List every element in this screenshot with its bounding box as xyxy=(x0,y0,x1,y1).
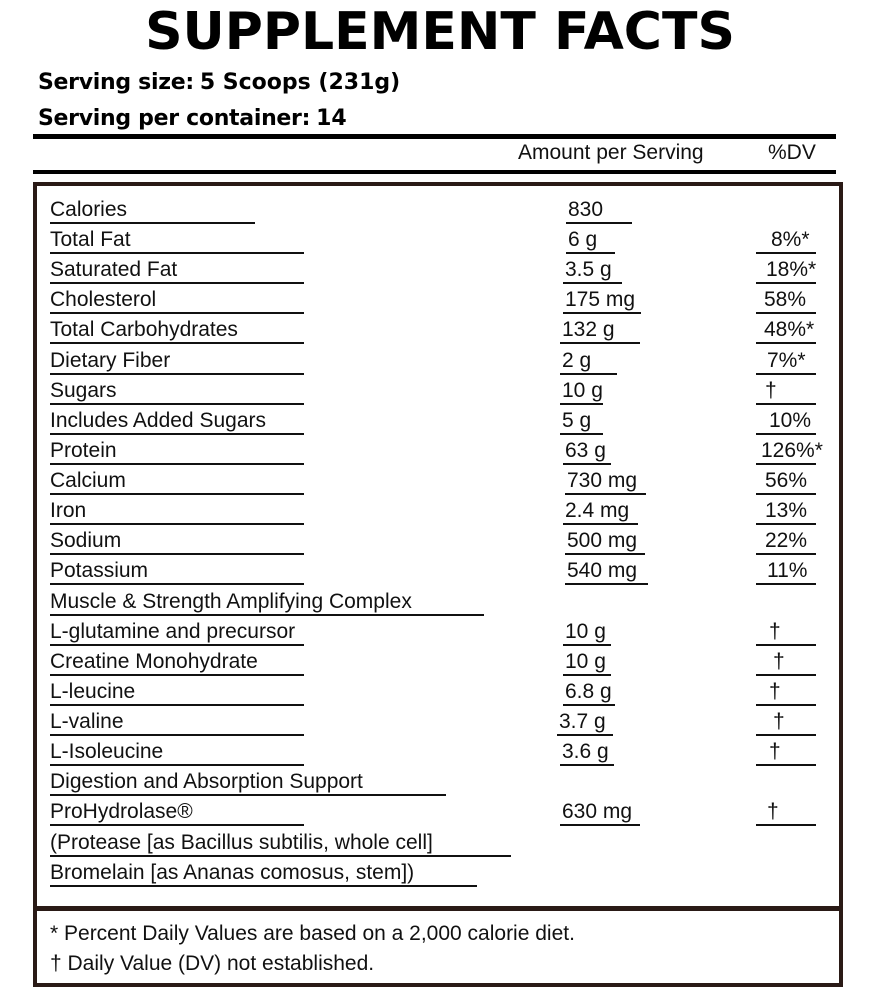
nutrient-name: Calories xyxy=(50,198,128,221)
nutrient-name: Includes Added Sugars xyxy=(50,408,266,432)
nutrient-name: L-Isoleucine xyxy=(50,740,164,764)
nutrient-name: Cholesterol xyxy=(50,288,157,312)
nutrient-name: Sugars xyxy=(50,378,117,402)
nutrient-name: Iron xyxy=(50,499,87,523)
nutrient-name: Muscle & Strength Amplifying Complex xyxy=(50,589,412,613)
nutrient-amount: 3.6 g xyxy=(562,740,609,764)
nutrient-amount: 5 g xyxy=(562,408,592,432)
nutrient-name: Creatine Monohydrate xyxy=(50,649,258,673)
table-row xyxy=(0,375,880,405)
nutrient-dv: 11% xyxy=(767,559,808,583)
nutrient-underline xyxy=(50,885,477,887)
nutrient-dv: 56% xyxy=(765,469,808,493)
serving-size-label: Serving size: xyxy=(38,70,194,95)
nutrient-amount: 6 g xyxy=(568,228,598,252)
nutrient-dv: 126%* xyxy=(761,438,823,462)
dv-header: %DV xyxy=(768,141,816,164)
table-row xyxy=(0,616,880,646)
servings-per-container xyxy=(38,106,347,131)
nutrient-amount: 540 mg xyxy=(567,559,638,583)
nutrient-amount: 6.8 g xyxy=(565,679,612,703)
nutrient-name: Digestion and Absorption Support xyxy=(50,770,363,794)
nutrient-amount: 2 g xyxy=(562,348,592,372)
table-row xyxy=(0,495,880,525)
nutrient-name: (Protease [as Bacillus subtilis, whole cell] xyxy=(50,830,433,854)
nutrient-name: Sodium xyxy=(50,529,122,553)
table-row xyxy=(0,435,880,465)
table-row xyxy=(0,194,880,224)
table-row xyxy=(0,284,880,314)
nutrient-name: Calcium xyxy=(50,469,126,493)
nutrient-name: Protein xyxy=(50,438,117,462)
nutrient-name: L-leucine xyxy=(50,679,136,703)
nutrient-amount: 730 mg xyxy=(567,469,638,493)
amount-per-serving-header: Amount per Serving xyxy=(518,141,704,164)
serving-size xyxy=(38,70,400,95)
table-row xyxy=(0,314,880,344)
nutrient-dv: 18%* xyxy=(766,258,817,282)
nutrient-amount: 630 mg xyxy=(562,800,633,824)
footnote-percent-dv: * Percent Daily Values are based on a 2,000 calorie diet. xyxy=(50,922,575,945)
nutrient-dv: 7%* xyxy=(767,348,806,372)
nutrient-dv: 22% xyxy=(765,529,808,553)
nutrient-amount: 2.4 mg xyxy=(565,499,630,523)
nutrient-dv: † xyxy=(769,679,781,703)
nutrient-dv: † xyxy=(773,649,785,673)
nutrient-dv: † xyxy=(773,710,785,734)
page-title: SUPPLEMENT FACTS xyxy=(145,2,735,62)
nutrient-amount: 132 g xyxy=(562,318,615,342)
table-row xyxy=(0,525,880,555)
nutrient-name: Dietary Fiber xyxy=(50,348,171,372)
nutrient-amount: 500 mg xyxy=(567,529,638,553)
nutrient-name: ProHydrolase® xyxy=(50,800,193,824)
table-row xyxy=(0,706,880,736)
nutrient-dv: † xyxy=(769,740,781,764)
table-row xyxy=(0,857,880,887)
divider-header xyxy=(33,170,836,174)
table-row xyxy=(0,405,880,435)
table-row xyxy=(0,254,880,284)
table-row xyxy=(0,555,880,585)
table-row xyxy=(0,224,880,254)
nutrient-name: Total Fat xyxy=(50,228,131,252)
nutrient-name: Saturated Fat xyxy=(50,258,178,282)
nutrient-name: Bromelain [as Ananas comosus, stem]) xyxy=(50,860,415,884)
table-row xyxy=(0,586,880,616)
nutrient-amount: 10 g xyxy=(562,378,603,402)
nutrient-amount: 830 xyxy=(568,198,604,221)
servings-value: 14 xyxy=(316,106,347,131)
nutrient-dv: † xyxy=(765,378,777,402)
table-row xyxy=(0,736,880,766)
table-row xyxy=(0,796,880,826)
servings-label: Serving per container: xyxy=(38,106,311,131)
nutrient-dv: 13% xyxy=(765,499,808,523)
footnote-dv-not-established: † Daily Value (DV) not established. xyxy=(50,952,375,975)
nutrient-name: Potassium xyxy=(50,559,149,583)
nutrient-name: Total Carbohydrates xyxy=(50,318,238,342)
table-row xyxy=(0,827,880,857)
table-row xyxy=(0,646,880,676)
nutrient-amount: 10 g xyxy=(565,649,606,673)
nutrient-dv: † xyxy=(769,619,781,643)
serving-size-value: 5 Scoops (231g) xyxy=(199,70,401,95)
nutrient-amount: 10 g xyxy=(565,619,606,643)
table-row xyxy=(0,766,880,796)
nutrient-name: L-glutamine and precursor xyxy=(50,619,296,643)
divider-footer xyxy=(37,906,839,911)
nutrient-amount: 63 g xyxy=(565,438,606,462)
nutrient-amount: 175 mg xyxy=(565,288,636,312)
nutrient-amount: 3.7 g xyxy=(559,710,606,734)
nutrient-dv: 8%* xyxy=(771,228,810,252)
table-row xyxy=(0,465,880,495)
nutrient-amount: 3.5 g xyxy=(565,258,612,282)
nutrient-dv: † xyxy=(767,800,779,824)
nutrient-dv: 48%* xyxy=(764,318,815,342)
divider-thick xyxy=(33,134,836,139)
nutrient-name: L-valine xyxy=(50,710,124,734)
nutrient-dv: 10% xyxy=(769,408,812,432)
table-row xyxy=(0,345,880,375)
nutrient-dv: 58% xyxy=(764,288,807,312)
table-row xyxy=(0,676,880,706)
